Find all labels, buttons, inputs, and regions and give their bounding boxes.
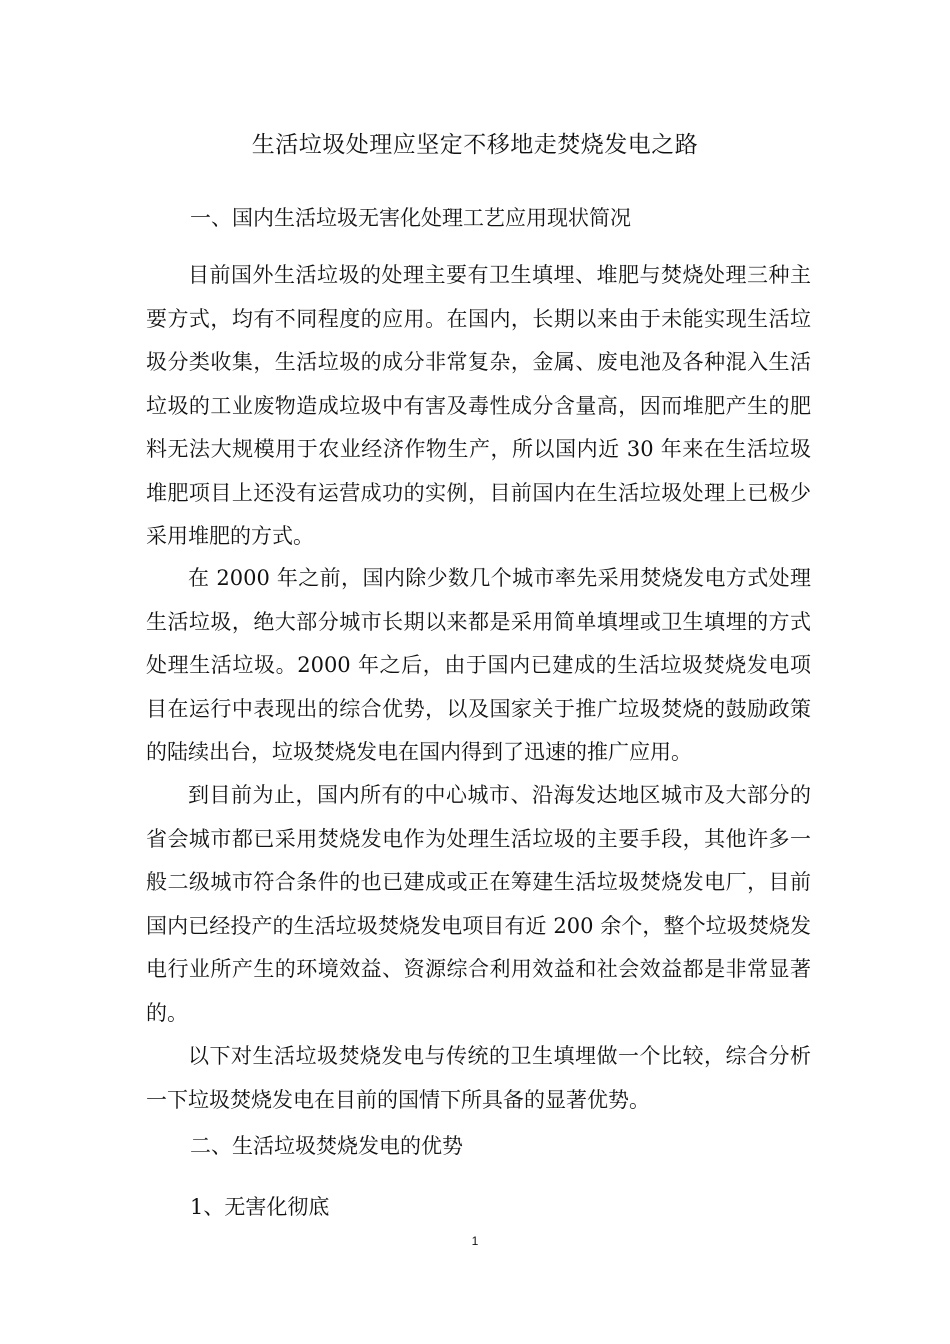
paragraph-4: 以下对生活垃圾焚烧发电与传统的卫生填埋做一个比较，综合分析一下垃圾焚烧发电在目前的国情下所具备的显著优势。	[146, 1044, 811, 1112]
page-number: 1	[471, 1234, 479, 1248]
paragraph-2: 在 2000 年之前，国内除少数几个城市率先采用焚烧发电方式处理生活垃圾，绝大部分城市长期以来都是采用简单填埋或卫生填埋的方式处理生活垃圾。2000 年之后，由于国内已建成的生活垃圾焚烧发电项目在运行中表现出的综合优势，以及国家关于推广垃圾焚烧的鼓励政策的陆续出台，垃圾焚烧发电在国内得到了迅速的推广应用。	[146, 566, 811, 764]
section-heading-2: 二、生活垃圾焚烧发电的优势	[190, 1134, 463, 1158]
subsection-heading-1: 1、无害化彻底	[190, 1195, 330, 1219]
paragraph-1: 目前国外生活垃圾的处理主要有卫生填埋、堆肥与焚烧处理三种主要方式，均有不同程度的应用。在国内，长期以来由于未能实现生活垃圾分类收集，生活垃圾的成分非常复杂，金属、废电池及各种混入生活垃圾的工业废物造成垃圾中有害及毒性成分含量高，因而堆肥产生的肥料无法大规模用于农业经济作物生产，所以国内近 30 年来在生活垃圾堆肥项目上还没有运营成功的实例，目前国内在生活垃圾处理上已极少采用堆肥的方式。	[146, 263, 811, 548]
document-title: 生活垃圾处理应坚定不移地走焚烧发电之路	[251, 132, 699, 158]
paragraph-3: 到目前为止，国内所有的中心城市、沿海发达地区城市及大部分的省会城市都已采用焚烧发电作为处理生活垃圾的主要手段，其他许多一般二级城市符合条件的也已建成或正在筹建生活垃圾焚烧发电厂，目前国内已经投产的生活垃圾焚烧发电项目有近 200 余个，整个垃圾焚烧发电行业所产生的环境效益、资源综合利用效益和社会效益都是非常显著的。	[146, 783, 811, 1025]
section-heading-1: 一、国内生活垃圾无害化处理工艺应用现状简况	[190, 206, 631, 230]
